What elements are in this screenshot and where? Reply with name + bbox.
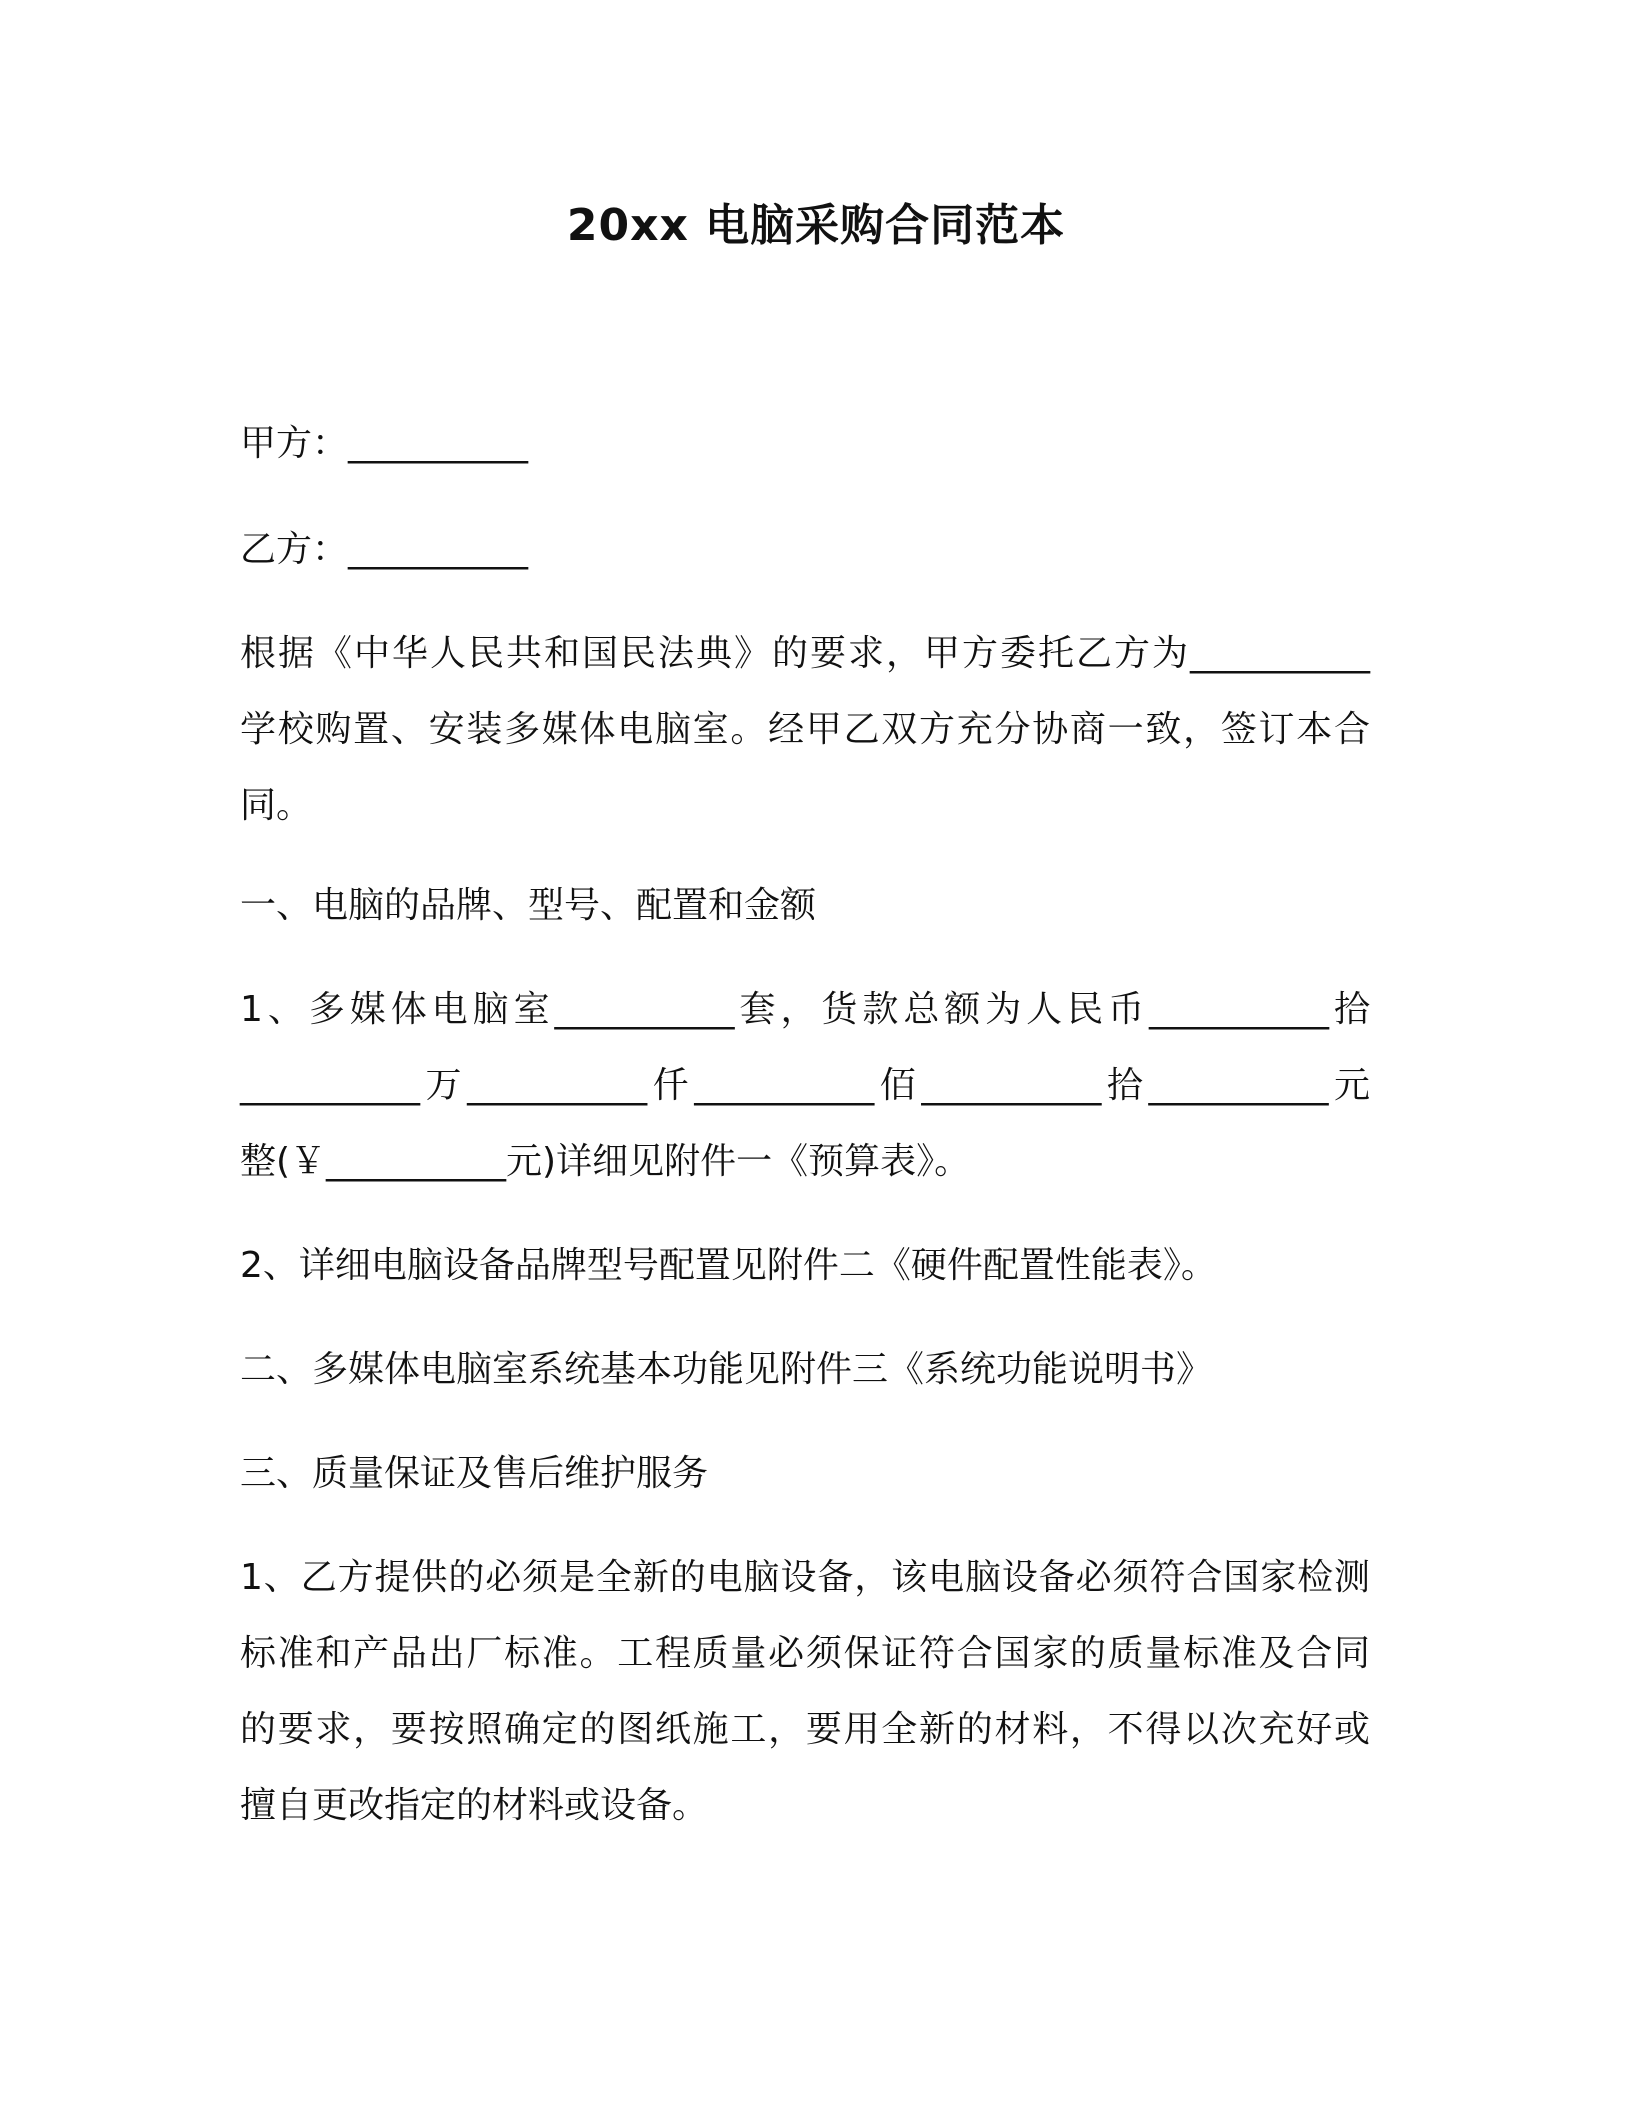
intro-paragraph-line-3: 同。	[240, 785, 313, 826]
clause-3-1-line-2: 标准和产品出厂标准。工程质量必须保证符合国家的质量标准及合同	[240, 1633, 1370, 1674]
intro-paragraph-line-2: 学校购置、安装多媒体电脑室。经甲乙双方充分协商一致，签订本合	[240, 709, 1370, 750]
clause-1-1-line-2: __________万__________仟__________佰__________拾__________元	[240, 1065, 1370, 1106]
clause-1-1-line-3: 整(￥__________元)详细见附件一《预算表》。	[240, 1141, 971, 1182]
clause-1-2: 2、详细电脑设备品牌型号配置见附件二《硬件配置性能表》。	[240, 1245, 1217, 1286]
intro-paragraph-line-1: 根据《中华人民共和国民法典》的要求，甲方委托乙方为__________	[240, 633, 1370, 674]
clause-3-1-line-1: 1、乙方提供的必须是全新的电脑设备，该电脑设备必须符合国家检测	[240, 1557, 1370, 1598]
party-b-line: 乙方：__________	[240, 529, 529, 570]
section-heading-1: 一、电脑的品牌、型号、配置和金额	[240, 885, 817, 926]
party-a-line: 甲方：__________	[240, 423, 529, 464]
section-heading-2: 二、多媒体电脑室系统基本功能见附件三《系统功能说明书》	[240, 1349, 1213, 1390]
clause-1-1-line-1: 1、多媒体电脑室__________套，货款总额为人民币__________拾	[240, 989, 1370, 1030]
document-title: 20xx 电脑采购合同范本	[566, 200, 1066, 251]
section-heading-3: 三、质量保证及售后维护服务	[240, 1453, 709, 1494]
clause-3-1-line-3: 的要求，要按照确定的图纸施工，要用全新的材料，不得以次充好或	[240, 1709, 1370, 1750]
clause-3-1-line-4: 擅自更改指定的材料或设备。	[240, 1785, 709, 1826]
